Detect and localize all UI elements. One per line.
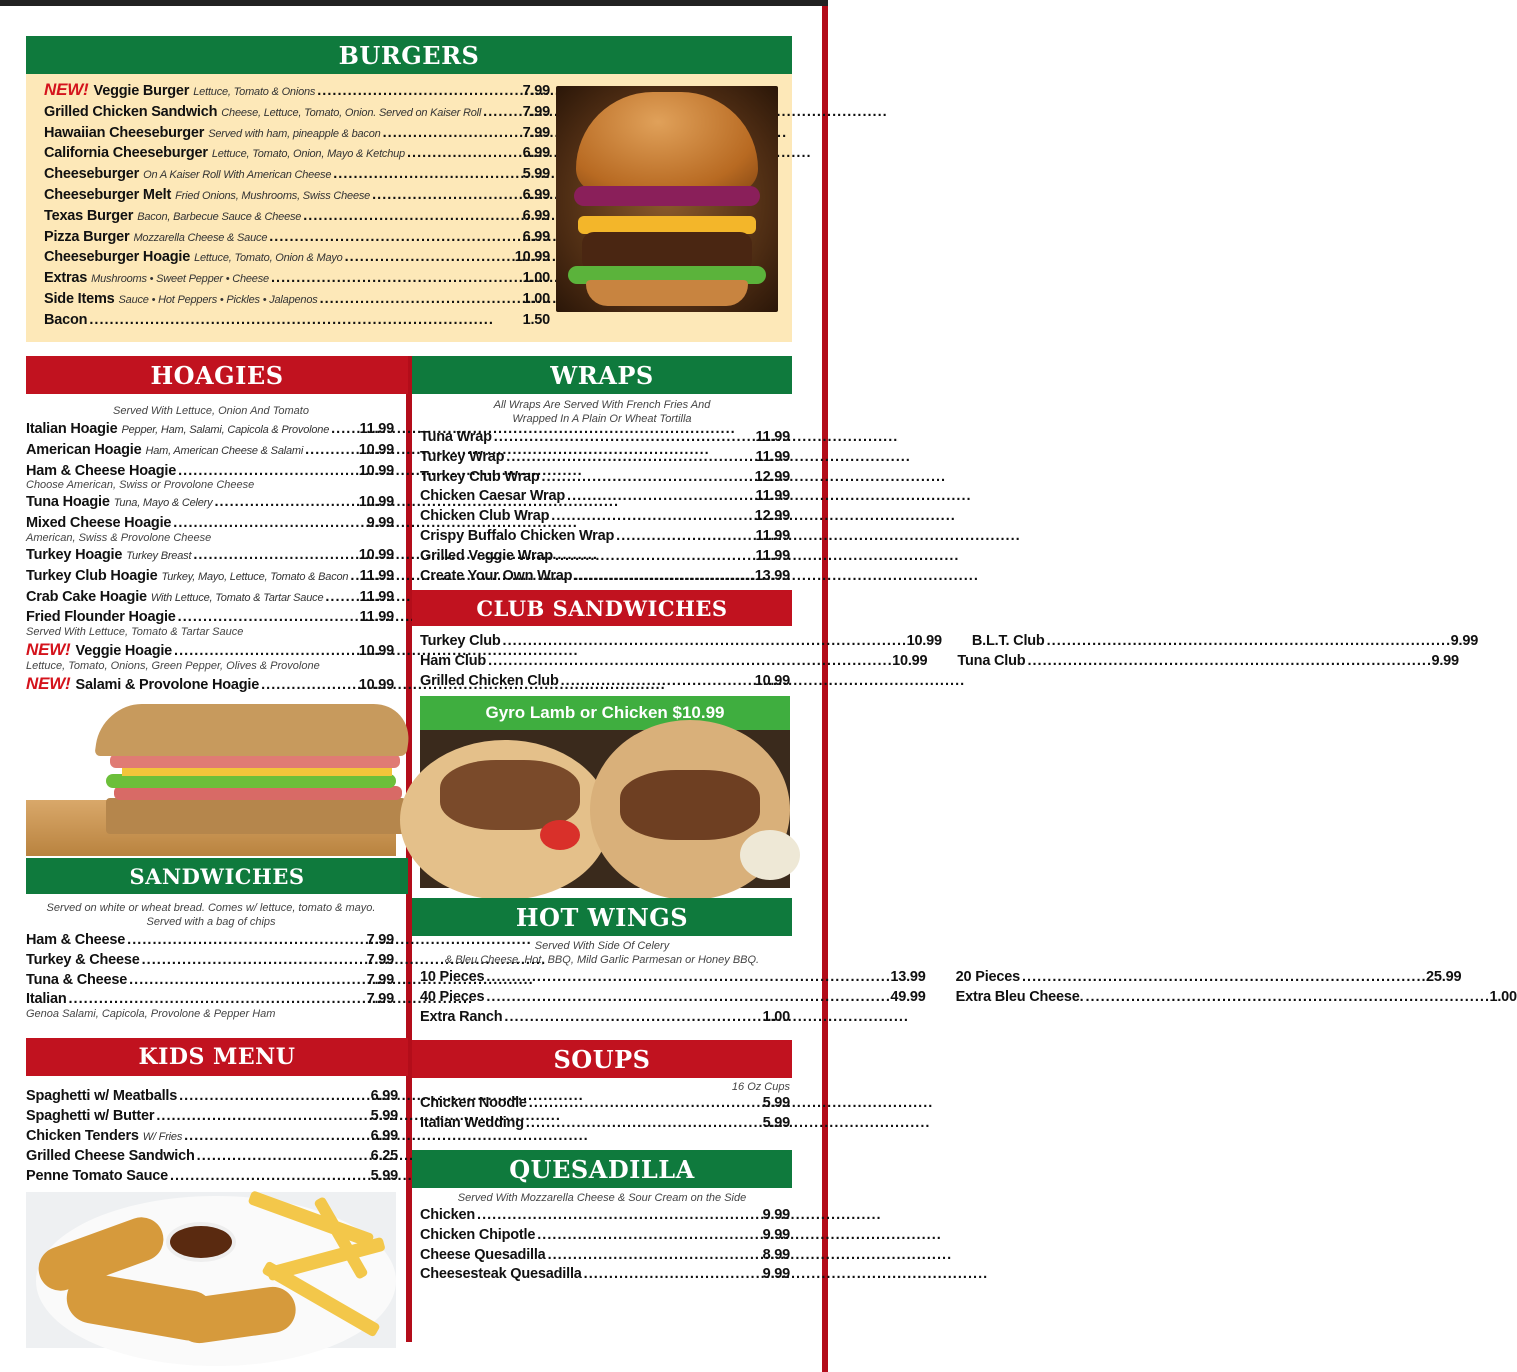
menu-item: Chicken Chipotle . . . 9.99 (420, 1226, 790, 1246)
club-list (420, 632, 1479, 691)
hoagies-section (26, 356, 408, 696)
hoagie-photo (26, 704, 396, 856)
menu-item: Italian Wedding . . . 5.99 (420, 1114, 790, 1134)
menu-item: Grilled Chicken Club . . . 10.99 (420, 672, 790, 692)
menu-item: B.L.T. Club . . . 9.99 (972, 632, 1478, 652)
quesadilla-section (412, 1150, 792, 1285)
menu-item: Side Items Sauce • Hot Peppers • Pickles • Jalapenos . . . 1.00 (44, 290, 550, 311)
kids-header: KIDS MENU (26, 1038, 408, 1076)
top-border (0, 0, 828, 6)
wraps-header: WRAPS (412, 356, 792, 394)
menu-item: Italian . . . 7.99 (26, 990, 394, 1010)
menu-item: Turkey Club Wrap . . . 12.99 (420, 468, 790, 488)
kids-section (26, 1038, 408, 1187)
menu-item: Extra Bleu Cheese. . . . 1.00 (956, 988, 1517, 1008)
wings-header: HOT WINGS (412, 898, 792, 936)
menu-item: Grilled Veggie Wrap . . . 11.99 (420, 547, 790, 567)
burgers-list (44, 80, 550, 331)
menu-item: Grilled Cheese Sandwich . . . 6.25 (26, 1147, 398, 1167)
menu-item: Chicken Noodle . . . 5.99 (420, 1094, 790, 1114)
club-header: CLUB SANDWICHES (412, 590, 792, 626)
menu-item: Extras Mushrooms • Sweet Pepper • Cheese . . . 1.00 (44, 269, 550, 290)
hoagies-header: HOAGIES (26, 356, 408, 394)
hoagies-subtitle: Served With Lettuce, Onion And Tomato (113, 405, 309, 417)
gyro-banner: Gyro Lamb or Chicken $10.99 (420, 696, 790, 730)
menu-item: Spaghetti w/ Butter . . . 5.99 (26, 1107, 398, 1127)
menu-item: Cheese Quesadilla . . . 8.99 (420, 1246, 790, 1266)
sandwiches-subtitle-2: Served with a bag of chips (146, 916, 276, 928)
new-badge: NEW! (26, 640, 71, 660)
menu-item: Chicken Caesar Wrap . . . 11.99 (420, 487, 790, 507)
menu-item: Italian Hoagie Pepper, Ham, Salami, Capicola & Provolone . . . 11.99 (26, 420, 394, 441)
menu-item: Tuna Hoagie Tuna, Mayo & Celery . . . 10.99 (26, 493, 394, 514)
sandwiches-subtitle-1: Served on white or wheat bread. Comes w/ lettuce, tomato & mayo. (46, 902, 376, 914)
menu-item: Turkey Hoagie Turkey Breast . . . 10.99 (26, 546, 394, 567)
menu-item: Cheeseburger On A Kaiser Roll With American Cheese . . . 5.99 (44, 165, 550, 186)
menu-item: Ham & Cheese Hoagie . . . 10.99 (26, 462, 394, 482)
menu-item: Spaghetti w/ Meatballs . . . 6.99 (26, 1087, 398, 1107)
club-section (412, 590, 1479, 691)
menu-item: American Hoagie Ham, American Cheese & Salami . . . 10.99 (26, 441, 394, 462)
menu-item: Crab Cake Hoagie With Lettuce, Tomato & Tartar Sauce . . . 11.99 (26, 588, 394, 609)
soups-note: 16 Oz Cups (731, 1081, 790, 1093)
quesadilla-header: QUESADILLA (412, 1150, 792, 1188)
menu-item: Hawaiian Cheeseburger Served with ham, pineapple & bacon . . . 7.99 (44, 124, 550, 145)
menu-item: Tuna & Cheese . . . 7.99 (26, 971, 394, 991)
menu-item: Ham & Cheese . . . 7.99 (26, 931, 394, 951)
wraps-list (420, 428, 790, 586)
wings-list (420, 968, 1517, 1027)
soups-header: SOUPS (412, 1040, 792, 1078)
menu-item: Bacon . . . 1.50 (44, 311, 550, 331)
right-border (822, 6, 828, 1372)
item-note: Choose American, Swiss or Provolone Cheese (26, 479, 255, 492)
menu-item: Extra Ranch . . . 1.00 (420, 1008, 790, 1028)
menu-item: Fried Flounder Hoagie . . . 11.99 (26, 608, 394, 628)
menu-item: Grilled Chicken Sandwich Cheese, Lettuce, Tomato, Onion. Served on Kaiser Roll . . . 7.99 (44, 103, 550, 124)
menu-item: Chicken Club Wrap . . . 12.99 (420, 507, 790, 527)
menu-item: Tuna Wrap . . . 11.99 (420, 428, 790, 448)
item-note: Lettuce, Tomato, Onions, Green Pepper, Olives & Provolone (26, 659, 320, 672)
menu-item: Mixed Cheese Hoagie . . . 9.99 (26, 514, 394, 534)
menu-item: NEW! Veggie Hoagie . . . 10.99 (26, 640, 394, 662)
quesadilla-list (420, 1206, 790, 1285)
menu-item: Create Your Own Wrap . . . 13.99 (420, 567, 790, 587)
menu-item: Cheesesteak Quesadilla . . . 9.99 (420, 1265, 790, 1285)
new-badge: NEW! (44, 80, 89, 99)
wings-section (412, 898, 1517, 1027)
menu-item: Ham Club . . . 10.99 (420, 652, 927, 672)
sandwiches-section (26, 858, 408, 1022)
wraps-subtitle-2: Wrapped In A Plain Or Wheat Tortilla (512, 413, 692, 425)
kids-list (26, 1087, 398, 1187)
item-note: American, Swiss & Provolone Cheese (26, 531, 212, 544)
menu-item: Turkey Club . . . 10.99 (420, 632, 942, 652)
menu-item: Crispy Buffalo Chicken Wrap . . . 11.99 (420, 527, 790, 547)
wings-subtitle-1: Served With Side Of Celery (534, 940, 670, 952)
sandwiches-list (26, 931, 394, 1021)
menu-item: 10 Pieces . . . 13.99 (420, 968, 926, 988)
soups-section (412, 1040, 792, 1134)
menu-item: Cheeseburger Hoagie Lettuce, Tomato, Onion & Mayo . . . 10.99 (44, 248, 550, 269)
menu-item: Cheeseburger Melt Fried Onions, Mushrooms, Swiss Cheese . . . 6.99 (44, 186, 550, 207)
gyro-photo (420, 730, 790, 888)
menu-item: NEW! Veggie Burger Lettuce, Tomato & Onions . . . 7.99 (44, 80, 550, 103)
item-note: Genoa Salami, Capicola, Provolone & Pepper Ham (26, 1008, 276, 1021)
wraps-subtitle-1: All Wraps Are Served With French Fries And (493, 399, 711, 411)
menu-item: California Cheeseburger Lettuce, Tomato, Onion, Mayo & Ketchup . . . 6.99 (44, 144, 550, 165)
hoagies-list (26, 420, 394, 696)
menu-item: Chicken . . . 9.99 (420, 1206, 790, 1226)
chicken-tenders-photo (26, 1192, 396, 1348)
burger-photo (556, 86, 778, 312)
menu-item: NEW! Salami & Provolone Hoagie . . . 10.99 (26, 674, 394, 696)
menu-item: Turkey Club Hoagie Turkey, Mayo, Lettuce, Tomato & Bacon . . . 11.99 (26, 567, 394, 588)
menu-item: 40 Pieces . . . 49.99 (420, 988, 926, 1008)
burgers-header: BURGERS (26, 36, 792, 74)
menu-item: Pizza Burger Mozzarella Cheese & Sauce . . . 6.99 (44, 228, 550, 249)
menu-item: Turkey & Cheese . . . 7.99 (26, 951, 394, 971)
menu-item: Penne Tomato Sauce . . . 5.99 (26, 1167, 398, 1187)
menu-item: Chicken Tenders W/ Fries . . . 6.99 (26, 1127, 398, 1148)
item-note: Served With Lettuce, Tomato & Tartar Sauce (26, 626, 244, 639)
menu-item: Texas Burger Bacon, Barbecue Sauce & Cheese . . . 6.99 (44, 207, 550, 228)
menu-item: Turkey Wrap . . . 11.99 (420, 448, 790, 468)
sandwiches-header: SANDWICHES (26, 858, 408, 894)
menu-item: 20 Pieces . . . 25.99 (956, 968, 1462, 988)
wings-subtitle-2: & Bleu Cheese. Hot, BBQ, Mild Garlic Parmesan or Honey BBQ. (444, 954, 760, 966)
menu-item: Tuna Club . . . 9.99 (957, 652, 1458, 672)
quesadilla-subtitle: Served With Mozzarella Cheese & Sour Cream on the Side (457, 1192, 747, 1204)
soups-list (420, 1094, 790, 1134)
new-badge: NEW! (26, 673, 71, 693)
wraps-section (412, 356, 792, 586)
